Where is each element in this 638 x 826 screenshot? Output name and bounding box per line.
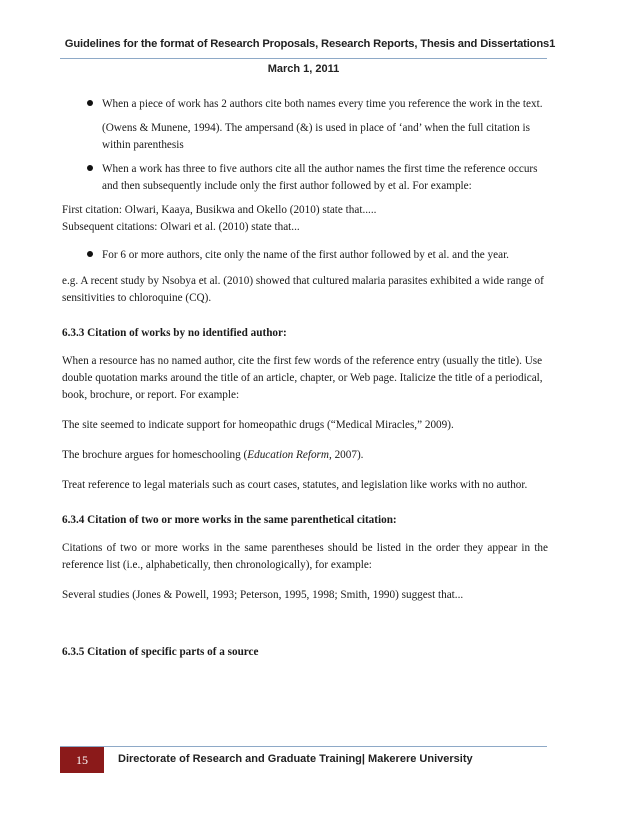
italic-title: Education Reform,: [247, 449, 332, 461]
bullet-item: [62, 247, 548, 264]
paragraph: [62, 447, 548, 464]
page-body: [62, 96, 548, 672]
bullet-item: [62, 96, 548, 154]
text-run: 2007).: [331, 449, 364, 461]
bullet-item: [62, 161, 548, 195]
citation-example: [62, 202, 548, 236]
bullet-text: When a piece of work has 2 authors cite both names every time you reference the work in the text.: [102, 98, 543, 110]
section-heading: 6.3.3 Citation of works by no identified author:: [62, 327, 287, 339]
bullet-icon: [87, 100, 93, 106]
header-title: Guidelines for the format of Research Proposals, Research Reports, Thesis and Dissertations1: [64, 38, 556, 50]
header-rule: [60, 58, 547, 59]
first-citation: First citation: Olwari, Kaaya, Busikwa and Okello (2010) state that.....: [62, 204, 377, 216]
section-heading: 6.3.4 Citation of two or more works in the same parenthetical citation:: [62, 514, 397, 526]
paragraph: Citations of two or more works in the same parentheses should be listed in the order they appear in the reference list (i.e., alphabetically, then chronologically), for example:: [62, 542, 548, 571]
bullet-icon: [87, 251, 93, 257]
text-run: The brochure argues for homeschooling (: [62, 449, 248, 461]
bullet-icon: [87, 165, 93, 171]
footer-text: Directorate of Research and Graduate Training| Makerere University: [118, 753, 473, 765]
header-date: March 1, 2011: [267, 63, 340, 75]
subsequent-citation: Subsequent citations: Olwari et al. (2010) state that...: [62, 221, 300, 233]
paragraph: When a resource has no named author, cite the first few words of the reference entry (usually the title). Use double quotation marks around the title of an article, chapter, or Web page. Italicize the title of a periodical, book, brochure, or report. For example:: [62, 355, 543, 401]
bullet-text: When a work has three to five authors cite all the author names the first time the reference occurs and then subsequently include only the first author followed by et al. For example:: [102, 163, 538, 192]
bullet-subtext: (Owens & Munene, 1994). The ampersand (&) is used in place of ‘and’ when the full citation is within parenthesis: [102, 122, 531, 151]
paragraph: Treat reference to legal materials such as court cases, statutes, and legislation like works with no author.: [62, 479, 528, 491]
bullet-text: For 6 or more authors, cite only the name of the first author followed by et al. and the year.: [102, 249, 509, 261]
page-number: 15: [60, 747, 104, 773]
example-paragraph: e.g. A recent study by Nsobya et al. (2010) showed that cultured malaria parasites exhibited a wide range of sensitivities to chloroquine (CQ).: [62, 275, 544, 304]
paragraph: The site seemed to indicate support for homeopathic drugs (“Medical Miracles,” 2009).: [62, 419, 454, 431]
section-heading: 6.3.5 Citation of specific parts of a source: [62, 646, 259, 658]
footer-rule: [60, 746, 547, 747]
paragraph: Several studies (Jones & Powell, 1993; Peterson, 1995, 1998; Smith, 1990) suggest that...: [62, 589, 464, 601]
